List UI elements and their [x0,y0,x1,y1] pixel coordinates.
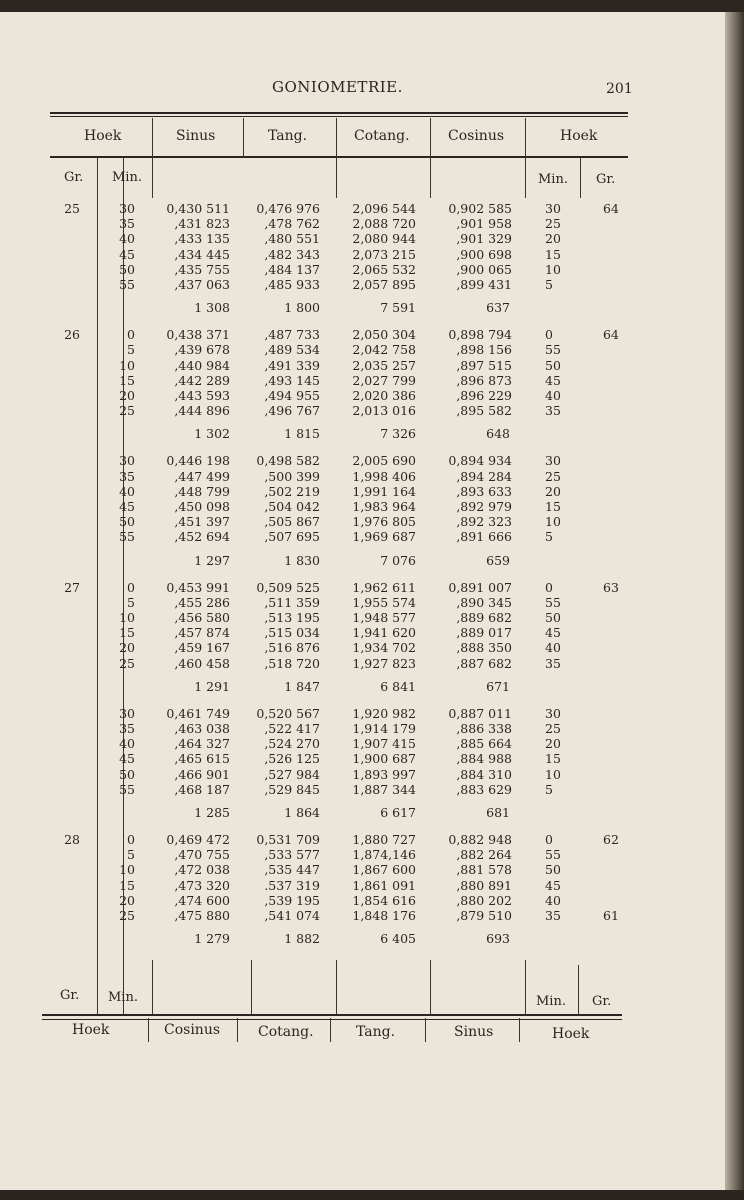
cell-cotang: 1,861 091 [352,877,416,893]
cell-cotang: 2,005 690 [352,453,416,469]
cell-min: 25 [119,908,135,923]
cell-min-right: 15 [545,751,561,767]
cell-cosinus: ,896 229 [456,388,512,403]
cell-tang: .537 319 [264,877,320,893]
cell-cotang: 2,027 799 [352,372,416,388]
cell-sinus: ,459 167 [174,640,230,656]
cell-sinus: ,470 755 [174,847,230,863]
cell-tang: ,535 447 [264,862,320,878]
col-divider [243,118,244,158]
cell-tang: ,502 219 [264,483,320,499]
cell-cosinus: ,892 323 [456,514,512,530]
cell-tang: ,493 145 [264,372,320,388]
cell-min: 40 [119,736,135,752]
cell-min-right: 20 [545,483,561,499]
cell-min: 45 [119,246,135,262]
cell-min: 50 [119,261,135,277]
cell-min-right: 5 [545,781,553,797]
cell-tang: ,515 034 [264,625,320,641]
cell-min: 5 [127,594,135,610]
cell-tang: ,505 867 [264,514,320,530]
cell-cotang: 1,848 176 [352,908,416,923]
header-hoek-right: Hoek [560,128,598,144]
cell-min: 10 [119,862,135,878]
cell-cosinus: 0,882 948 [448,832,512,847]
cell-cosinus: 0,887 011 [448,705,512,721]
cell-cotang: 2,042 758 [352,342,416,358]
cell-tang: ,516 876 [264,640,320,656]
cell-min-right: 45 [545,372,561,388]
cell-cosinus: ,894 284 [456,468,512,484]
cell-cotang: 1,998 406 [352,468,416,484]
cell-min-right: 20 [545,231,561,247]
cell-min-right: 40 [545,388,561,403]
cell-min-right: 15 [545,246,561,262]
cell-cotang: 1,948 577 [352,610,416,625]
cell-sinus: ,464 327 [174,736,230,752]
cell-gr-right: 62 [603,832,619,847]
cell-tang: ,484 137 [264,261,320,277]
col-divider [430,118,431,198]
cell-min: 20 [119,388,135,403]
footer-hoek-right: Hoek [552,1026,590,1042]
cell-tang: ,496 767 [264,403,320,419]
cell-min: 45 [119,751,135,767]
cell-min-right: 50 [545,862,561,878]
cell-cotang: 1,900 687 [352,751,416,767]
diff-cosinus: 681 [486,805,510,820]
cell-sinus: ,460 458 [174,655,230,671]
cell-tang: 0,476 976 [256,201,320,216]
cell-cosinus: ,898 156 [456,342,512,358]
col-divider [525,118,526,198]
cell-cotang: 1,867 600 [352,862,416,878]
cell-min-right: 45 [545,625,561,641]
cell-cotang: 1,955 574 [352,594,416,610]
cell-gr-right: 64 [603,327,619,343]
cell-sinus: 0,446 198 [166,453,230,469]
diff-cotang: 6 841 [380,678,416,694]
diff-tang: 1 882 [284,931,320,947]
cell-tang: ,524 270 [264,736,320,752]
col-divider [148,1018,149,1042]
cell-sinus: 0,430 511 [166,201,230,216]
cell-cotang: 1,874,146 [352,847,416,863]
cell-tang: ,539 195 [264,892,320,908]
cell-tang: ,500 399 [264,468,320,484]
cell-min-right: 20 [545,736,561,752]
cell-min-right: 55 [545,847,561,863]
subheader-min-right: Min. [538,172,568,187]
cell-min-right: 35 [545,908,561,923]
cell-cotang: 1,969 687 [352,529,416,545]
cell-sinus: ,457 874 [174,625,230,641]
cell-tang: ,504 042 [264,499,320,514]
cell-gr-right: 64 [603,201,619,216]
cell-cosinus: 0,891 007 [448,579,512,595]
footer-gr-right: Gr. [592,994,612,1009]
cell-min-right: 0 [545,832,553,847]
diff-cosinus: 648 [486,426,510,442]
cell-sinus: ,434 445 [174,246,230,262]
cell-cotang: 1,880 727 [352,832,416,847]
cell-sinus: ,437 063 [174,277,230,292]
cell-min: 20 [119,892,135,908]
diff-cosinus: 671 [486,678,510,694]
cell-cosinus: ,889 017 [456,625,512,641]
cell-min: 55 [119,529,135,545]
cell-sinus: ,440 984 [174,357,230,373]
cell-cosinus: ,883 629 [456,781,512,797]
cell-sinus: 0,461 749 [166,705,230,721]
cell-min: 35 [119,721,135,736]
cell-min-right: 50 [545,610,561,625]
cell-cotang: 1,914 179 [352,721,416,736]
cell-cosinus: ,899 431 [456,277,512,292]
cell-tang: ,487 733 [264,327,320,343]
cell-sinus: ,455 286 [174,594,230,610]
footer-cosinus: Cosinus [164,1022,221,1038]
diff-sinus: 1 285 [194,805,230,820]
cell-min: 0 [127,327,135,343]
cell-min: 45 [119,499,135,514]
cell-min: 35 [119,216,135,232]
cell-sinus: ,431 823 [174,216,230,232]
cell-min: 10 [119,357,135,373]
cell-cosinus: ,901 329 [456,231,512,247]
cell-cotang: 2,050 304 [352,327,416,343]
cell-cotang: 1,920 982 [352,705,416,721]
cell-min-right: 25 [545,721,561,736]
cell-min: 50 [119,514,135,530]
diff-tang: 1 847 [284,678,320,694]
cell-min: 25 [119,655,135,671]
cell-min-right: 30 [545,705,561,721]
col-divider [525,960,526,1015]
cell-cotang: 1,983 964 [352,499,416,514]
min-col-divider [578,965,579,1015]
cell-cotang: 1,887 344 [352,781,416,797]
footer-cotang: Cotang. [258,1024,314,1040]
cell-min-right: 5 [545,529,553,545]
cell-cotang: 2,065 532 [352,261,416,277]
cell-cotang: 1,893 997 [352,766,416,782]
diff-tang: 1 830 [284,552,320,568]
cell-min-right: 30 [545,453,561,469]
diff-sinus: 1 279 [194,931,230,947]
diff-sinus: 1 291 [194,678,230,694]
cell-tang: ,529 845 [264,781,320,797]
cell-min: 15 [119,372,135,388]
cell-sinus: ,442 289 [174,372,230,388]
cell-min: 0 [127,832,135,847]
cell-min: 15 [119,625,135,641]
cell-cotang: 1,907 415 [352,736,416,752]
cell-min: 35 [119,468,135,484]
cell-tang: 0,498 582 [256,453,320,469]
cell-cotang: 1,934 702 [352,640,416,656]
subheader-min-left: Min. [112,170,142,185]
diff-tang: 1 800 [284,300,320,316]
top-rule [50,112,628,114]
cell-cotang: 1,854 616 [352,892,416,908]
cell-sinus: ,456 580 [174,610,230,625]
cell-sinus: ,465 615 [174,751,230,767]
cell-sinus: ,444 896 [174,403,230,419]
diff-cotang: 7 326 [380,426,416,442]
cell-min: 10 [119,610,135,625]
cell-cosinus: ,901 958 [456,216,512,232]
cell-sinus: 0,469 472 [166,832,230,847]
diff-cotang: 7 076 [380,552,416,568]
cell-cosinus: 0,898 794 [448,327,512,343]
cell-cotang: 1,941 620 [352,625,416,641]
cell-cosinus: ,881 578 [456,862,512,878]
diff-tang: 1 815 [284,426,320,442]
cell-tang: 0,531 709 [256,832,320,847]
cell-cosinus: ,891 666 [456,529,512,545]
col-divider [519,1018,520,1042]
cell-min: 30 [119,453,135,469]
cell-tang: ,527 984 [264,766,320,782]
col-divider [251,960,252,1015]
col-divider [430,960,431,1015]
cell-cosinus: ,885 664 [456,736,512,752]
diff-sinus: 1 302 [194,426,230,442]
cell-gr-right: 63 [603,579,619,595]
footer-min-left: Min. [108,990,138,1005]
cell-tang: ,533 577 [264,847,320,863]
col-divider [580,158,581,198]
page-edge [725,12,744,1200]
cell-tang: ,489 534 [264,342,320,358]
bottom-rule [42,1014,622,1016]
cell-cosinus: ,897 515 [456,357,512,373]
cell-tang: 0,520 567 [256,705,320,721]
cell-min-right: 55 [545,342,561,358]
cell-min: 40 [119,231,135,247]
cell-tang: ,507 695 [264,529,320,545]
cell-sinus: ,447 499 [174,468,230,484]
column-header-rule [50,156,628,158]
col-divider [152,960,153,1015]
subheader-gr-left: Gr. [64,170,84,185]
cell-cosinus: ,889 682 [456,610,512,625]
cell-sinus: ,474 600 [174,892,230,908]
cell-sinus: ,475 880 [174,908,230,923]
cell-min-right: 0 [545,327,553,343]
header-tang: Tang. [268,128,308,144]
cell-sinus: ,473 320 [174,877,230,893]
cell-cotang: 2,057 895 [352,277,416,292]
footer-min-right: Min. [536,994,566,1009]
cell-cosinus: ,896 873 [456,372,512,388]
header-sinus: Sinus [176,128,216,144]
cell-cotang: 2,096 544 [352,201,416,216]
cell-sinus: ,472 038 [174,862,230,878]
header-rule [50,116,628,117]
cell-min-right: 25 [545,216,561,232]
cell-cosinus: ,886 338 [456,721,512,736]
cell-cotang: 2,035 257 [352,357,416,373]
cell-cosinus: ,887 682 [456,655,512,671]
scan-border [0,1190,744,1200]
cell-gr: 26 [64,327,80,343]
cell-tang: 0,509 525 [256,579,320,595]
footer-gr-left: Gr. [60,988,80,1003]
cell-cosinus: ,884 988 [456,751,512,767]
page-number: 201 [606,81,633,97]
cell-cotang: 2,020 386 [352,388,416,403]
cell-min-right: 5 [545,277,553,292]
cell-cotang: 2,080 944 [352,231,416,247]
cell-tang: ,494 955 [264,388,320,403]
min-col-divider [97,158,98,1014]
cell-min: 0 [127,579,135,595]
diff-cotang: 6 405 [380,931,416,947]
diff-sinus: 1 308 [194,300,230,316]
cell-cosinus: ,892 979 [456,499,512,514]
cell-gr: 27 [64,579,80,595]
cell-tang: ,480 551 [264,231,320,247]
cell-cosinus: ,880 202 [456,892,512,908]
diff-cotang: 6 617 [380,805,416,820]
cell-min: 30 [119,201,135,216]
footer-sinus: Sinus [454,1024,494,1040]
cell-min-right: 10 [545,261,561,277]
cell-sinus: ,439 678 [174,342,230,358]
cell-cotang: 2,073 215 [352,246,416,262]
cell-cotang: 1,927 823 [352,655,416,671]
cell-sinus: ,452 694 [174,529,230,545]
cell-tang: ,491 339 [264,357,320,373]
col-divider [425,1018,426,1042]
cell-min-right: 10 [545,514,561,530]
cell-min-right: 35 [545,655,561,671]
diff-cotang: 7 591 [380,300,416,316]
col-divider [152,118,153,198]
cell-min-right: 45 [545,877,561,893]
diff-cosinus: 637 [486,300,510,316]
cell-tang: ,478 762 [264,216,320,232]
cell-min: 5 [127,342,135,358]
cell-sinus: ,450 098 [174,499,230,514]
cell-cosinus: ,893 633 [456,483,512,499]
col-divider [330,1018,331,1042]
cell-tang: ,518 720 [264,655,320,671]
cell-sinus: ,468 187 [174,781,230,797]
col-divider [336,960,337,1015]
cell-tang: ,522 417 [264,721,320,736]
cell-min: 30 [119,705,135,721]
cell-cosinus: ,900 698 [456,246,512,262]
col-divider [336,118,337,198]
footer-tang: Tang. [356,1024,396,1040]
cell-min: 55 [119,277,135,292]
cell-min-right: 35 [545,403,561,419]
cell-min-right: 30 [545,201,561,216]
cell-sinus: ,451 397 [174,514,230,530]
cell-min: 40 [119,483,135,499]
cell-sinus: ,466 901 [174,766,230,782]
header-hoek-left: Hoek [84,128,122,144]
cell-cosinus: 0,894 934 [448,453,512,469]
cell-cotang: 1,991 164 [352,483,416,499]
cell-min-right: 0 [545,579,553,595]
cell-min-right: 50 [545,357,561,373]
header-cotang: Cotang. [354,128,410,144]
diff-tang: 1 864 [284,805,320,820]
subheader-gr-right: Gr. [596,172,616,187]
cell-tang: ,485 933 [264,277,320,292]
cell-min: 55 [119,781,135,797]
header-cosinus: Cosinus [448,128,505,144]
col-divider [237,1018,238,1042]
cell-min-right: 10 [545,766,561,782]
bottom-rule-lower [42,1019,622,1020]
cell-cosinus: 0,902 585 [448,201,512,216]
cell-tang: ,482 343 [264,246,320,262]
cell-cosinus: ,880 891 [456,877,512,893]
cell-min-right: 40 [545,892,561,908]
cell-cosinus: ,882 264 [456,847,512,863]
cell-sinus: ,433 135 [174,231,230,247]
cell-cosinus: ,895 582 [456,403,512,419]
cell-gr-right: 61 [603,908,619,923]
cell-cotang: 1,962 611 [352,579,416,595]
diff-cosinus: 693 [486,931,510,947]
cell-cotang: 1,976 805 [352,514,416,530]
diff-cosinus: 659 [486,552,510,568]
cell-tang: ,541 074 [264,908,320,923]
cell-min: 50 [119,766,135,782]
cell-cotang: 2,013 016 [352,403,416,419]
cell-min: 15 [119,877,135,893]
cell-sinus: ,435 755 [174,261,230,277]
cell-gr: 25 [64,201,80,216]
cell-min: 20 [119,640,135,656]
cell-sinus: ,443 593 [174,388,230,403]
page-title: GONIOMETRIE. [272,78,403,96]
diff-sinus: 1 297 [194,552,230,568]
cell-min-right: 40 [545,640,561,656]
cell-sinus: 0,438 371 [166,327,230,343]
cell-cotang: 2,088 720 [352,216,416,232]
footer-hoek-left: Hoek [72,1022,110,1038]
cell-min-right: 55 [545,594,561,610]
cell-cosinus: ,888 350 [456,640,512,656]
cell-min-right: 25 [545,468,561,484]
cell-min-right: 15 [545,499,561,514]
cell-sinus: ,448 799 [174,483,230,499]
cell-cosinus: ,879 510 [456,908,512,923]
cell-tang: ,526 125 [264,751,320,767]
cell-tang: ,513 195 [264,610,320,625]
cell-sinus: ,463 038 [174,721,230,736]
cell-cosinus: ,884 310 [456,766,512,782]
cell-cosinus: ,890 345 [456,594,512,610]
cell-sinus: 0,453 991 [166,579,230,595]
cell-gr: 28 [64,832,80,847]
cell-cosinus: ,900 065 [456,261,512,277]
cell-tang: ,511 359 [264,594,320,610]
cell-min: 5 [127,847,135,863]
cell-min: 25 [119,403,135,419]
